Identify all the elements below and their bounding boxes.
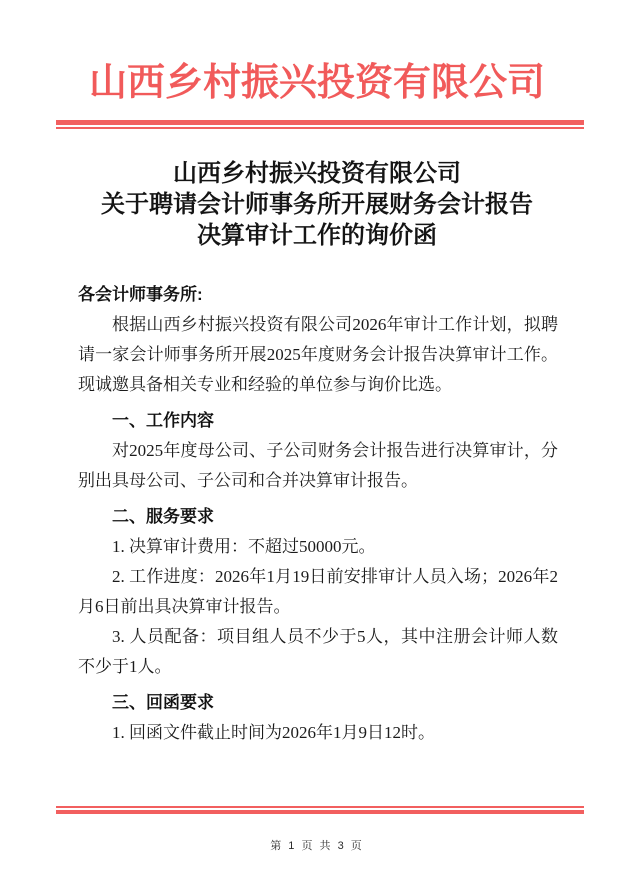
page-number: 第 1 页 共 3 页 (270, 840, 364, 852)
rule-thick-bar (56, 810, 584, 814)
footer-double-rule (56, 806, 584, 814)
section-3-item-1: 1. 回函文件截止时间为2026年1月9日12时。 (112, 723, 435, 742)
section-1-paragraph: 对2025年度母公司、子公司财务会计报告进行决算审计，分别出具母公司、子公司和合并决算审计报告。 (78, 441, 558, 490)
document-title-line-3: 决算审计工作的询价函 (197, 223, 437, 249)
document-title (0, 159, 634, 252)
section-2-heading: 二、服务要求 (112, 507, 214, 526)
letterhead-double-rule (56, 120, 584, 129)
rule-thin-bar (56, 127, 584, 129)
intro-paragraph: 根据山西乡村振兴投资有限公司2026年审计工作计划，拟聘请一家会计师事务所开展2025年度财务会计报告决算审计工作。现诚邀具备相关专业和经验的单位参与询价比选。 (78, 315, 558, 394)
section-1-heading: 一、工作内容 (112, 411, 214, 430)
document-title-line-1: 山西乡村振兴投资有限公司 (173, 161, 461, 187)
document-body (78, 280, 558, 748)
section-2-item-2: 2. 工作进度：2026年1月19日前安排审计人员入场；2026年2月6日前出具决算审计报告。 (78, 567, 558, 616)
section-3-heading: 三、回函要求 (112, 693, 214, 712)
section-2-item-1: 1. 决算审计费用：不超过50000元。 (112, 537, 376, 556)
letterhead-company-name: 山西乡村振兴投资有限公司 (88, 62, 545, 104)
document-title-line-2: 关于聘请会计师事务所开展财务会计报告 (101, 192, 533, 218)
salutation: 各会计师事务所: (78, 285, 203, 304)
section-2-item-3: 3. 人员配备：项目组人员不少于5人，其中注册会计师人数不少于1人。 (78, 627, 558, 676)
